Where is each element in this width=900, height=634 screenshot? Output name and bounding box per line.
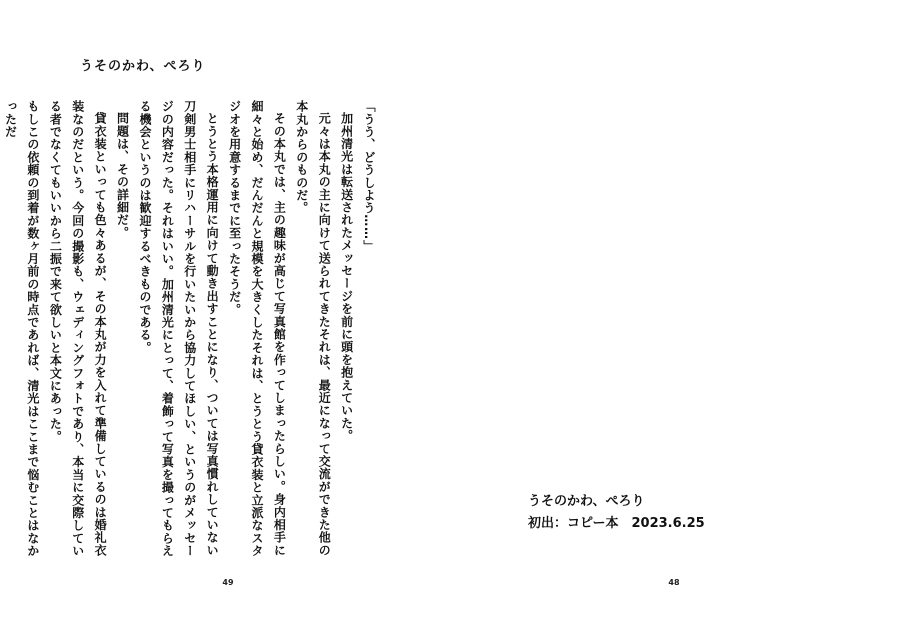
paragraph: 貸衣装といっても色々あるが、その本丸が力を入れて準備しているのは婚礼衣装なのだという。今回の撮影も、ウェディングフォトであり、本当に交際している者でなくてもいいから二振で来て欲しいと本文にあった。 <box>48 100 108 558</box>
paragraph: その本丸では、主の趣味が高じて写真館を作ってしまったらしい。身内相手に細々と始め、だんだんと規模を大きくしたそれは、とうとう貸衣装と立派なスタジオを用意するまでに至ったそうだ。 <box>227 100 287 558</box>
vertical-body-text <box>3 100 380 562</box>
paragraph: 問題は、その詳細だ。 <box>115 112 130 239</box>
page-number-left: 49 <box>222 578 234 587</box>
colophon-title: うそのかわ、ぺろり <box>528 494 645 509</box>
paragraph: もしこの依頼の到着が数ヶ月前の時点であれば、清光はここまで悩むことはなかっただ <box>3 100 40 558</box>
paragraph: 元々は本丸の主に向けて送られてきたそれは、最近になって交流ができた他の本丸からのものだ。 <box>294 100 332 557</box>
paragraph: 加州清光は転送されたメッセージを前に頭を抱えていた。 <box>339 112 354 443</box>
paragraph: 「うう、どうしよう……」 <box>362 100 376 253</box>
paragraph: とうとう本格運用に向けて動き出すことになり、ついては写真慣れしていない刀剣男士相手にリハーサルを行いたいから協力してほしい、というのがメッセージの内容だった。それはいい。加州清光にとって、着飾って写真を撮ってもらえる機会というのは歓迎するべきものである。 <box>137 100 220 558</box>
colophon-first-publication: 初出：コピー本 2023.6.25 <box>528 516 705 531</box>
colophon <box>528 491 705 535</box>
page-header-title: うそのかわ、ぺろり <box>80 59 206 74</box>
page-number-right: 48 <box>668 578 680 587</box>
